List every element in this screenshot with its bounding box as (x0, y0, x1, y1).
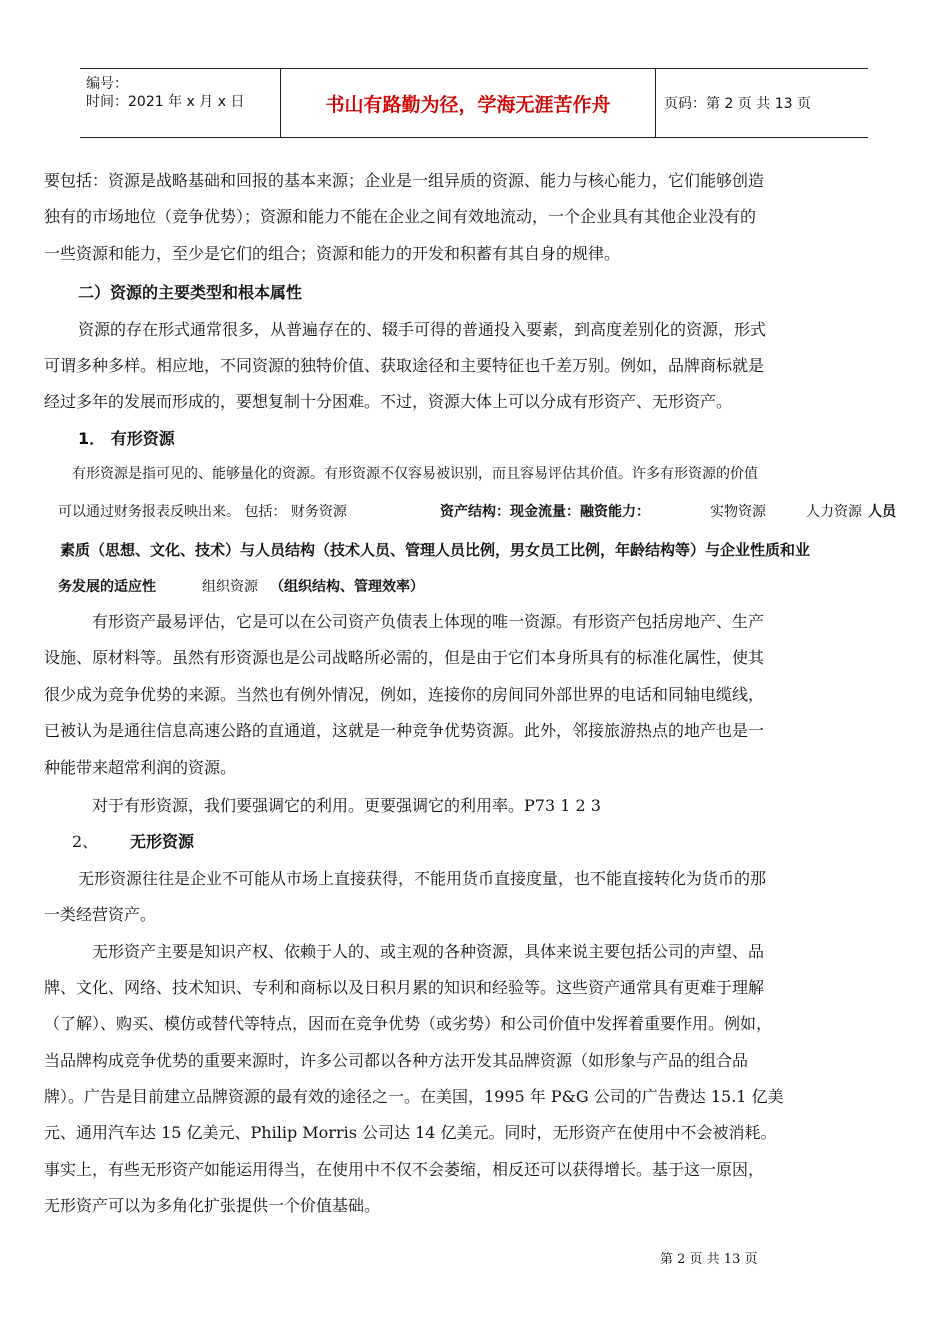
text-line-bold: 素质（思想、文化、技术）与人员结构（技术人员、管理人员比例，男女员工比例，年龄结构等）与企业性质和业 (60, 541, 811, 559)
text-line: 独有的市场地位（竞争优势）；资源和能力不能在企业之间有效地流动，一个企业具有其他企业没有的 (44, 207, 757, 226)
header-meta-cell (80, 69, 281, 137)
text-line: 很少成为竞争优势的来源。当然也有例外情况，例如，连接你的房间同外部世界的电话和同轴电缆线， (44, 685, 765, 704)
text-line: 元、通用汽车达 15 亿美元、Philip Morris 公司达 14 亿美元。同时，无形资产在使用中不会被消耗。 (44, 1123, 777, 1142)
subsection-heading: 无形资源 (130, 832, 195, 851)
text-line: 一些资源和能力，至少是它们的组合；资源和能力的开发和积蓄有其自身的规律。 (44, 244, 621, 263)
header-motto-cell (281, 69, 656, 137)
text-line: 实物资源 (710, 504, 766, 520)
text-line: 无形资源往往是企业不可能从市场上直接获得，不能用货币直接度量，也不能直接转化为货币的那 (78, 869, 767, 888)
text-line: 对于有形资源，我们要强调它的利用。更要强调它的利用率。P73 1 2 3 (92, 796, 601, 815)
text-line-bold: 资产结构：现金流量：融资能力： (440, 504, 650, 520)
text-line: 牌、文化、网络、技术知识、专利和商标以及日积月累的知识和经验等。这些资产通常具有更难于理解 (44, 978, 765, 997)
subsection-number: 2、 (72, 832, 99, 851)
text-line: 设施、原材料等。虽然有形资源也是公司战略所必需的，但是由于它们本身所具有的标准化属性，使其 (44, 648, 765, 667)
document-date: 时间：2021 年 x 月 x 日 (86, 94, 245, 110)
text-line: 组织资源 (202, 579, 258, 595)
text-line: 可谓多种多样。相应地，不同资源的独特价值、获取途径和主要特征也千差万别。例如，品牌商标就是 (44, 356, 765, 375)
text-line: 已被认为是通往信息高速公路的直通道，这就是一种竞争优势资源。此外，邻接旅游热点的地产也是一 (44, 721, 765, 740)
text-line: （了解）、购买、模仿或替代等特点，因而在竞争优势（或劣势）和公司价值中发挥着重要作用。例如， (44, 1014, 773, 1033)
text-line: 要包括：资源是战略基础和回报的基本来源；企业是一组异质的资源、能力与核心能力，它们能够创造 (44, 171, 765, 190)
header-motto: 书山有路勤为径，学海无涯苦作舟 (325, 93, 611, 116)
text-line: 有形资源是指可见的、能够量化的资源。有形资源不仅容易被识别，而且容易评估其价值。许多有形资源的价值 (72, 466, 758, 482)
text-line: 当品牌构成竞争优势的重要来源时，许多公司都以各种方法开发其品牌资源（如形象与产品的组合品 (44, 1051, 749, 1070)
header-page-cell (656, 69, 868, 137)
text-line: 无形资产主要是知识产权、依赖于人的、或主观的各种资源，具体来说主要包括公司的声望、品 (92, 942, 765, 961)
text-line: 资源的存在形式通常很多，从普遍存在的、辍手可得的普通投入要素，到高度差别化的资源，形式 (78, 320, 767, 339)
text-line: 牌）。广告是目前建立品牌资源的最有效的途径之一。在美国，1995 年 P&G 公司的广告费达 15.1 亿美 (44, 1087, 784, 1106)
text-line: 无形资产可以为多角化扩张提供一个价值基础。 (44, 1196, 381, 1215)
text-line: 事实上，有些无形资产如能运用得当，在使用中不仅不会萎缩，相反还可以获得增长。基于这一原因， (44, 1160, 765, 1179)
document-number-label: 编号： (86, 76, 128, 92)
page-footer: 第 2 页 共 13 页 (660, 1252, 758, 1267)
page-header (80, 68, 868, 138)
text-line: 种能带来超常利润的资源。 (44, 758, 237, 777)
subsection-heading: 1． 有形资源 (78, 429, 175, 448)
text-line: 人力资源 (806, 504, 862, 520)
text-line: 一类经营资产。 (44, 905, 157, 924)
text-line-bold: 人员 (868, 504, 896, 520)
text-line-bold: （组织结构、管理效率） (270, 579, 424, 595)
header-page-info: 页码：第 2 页 共 13 页 (664, 96, 811, 112)
section-heading: 二）资源的主要类型和根本属性 (78, 283, 303, 302)
text-line: 经过多年的发展而形成的，要想复制十分困难。不过，资源大体上可以分成有形资产、无形资产。 (44, 392, 733, 411)
text-line-bold: 务发展的适应性 (58, 579, 156, 595)
text-line: 有形资产最易评估，它是可以在公司资产负债表上体现的唯一资源。有形资产包括房地产、生产 (92, 612, 765, 631)
text-line: 可以通过财务报表反映出来。 包括： 财务资源 (58, 504, 347, 520)
